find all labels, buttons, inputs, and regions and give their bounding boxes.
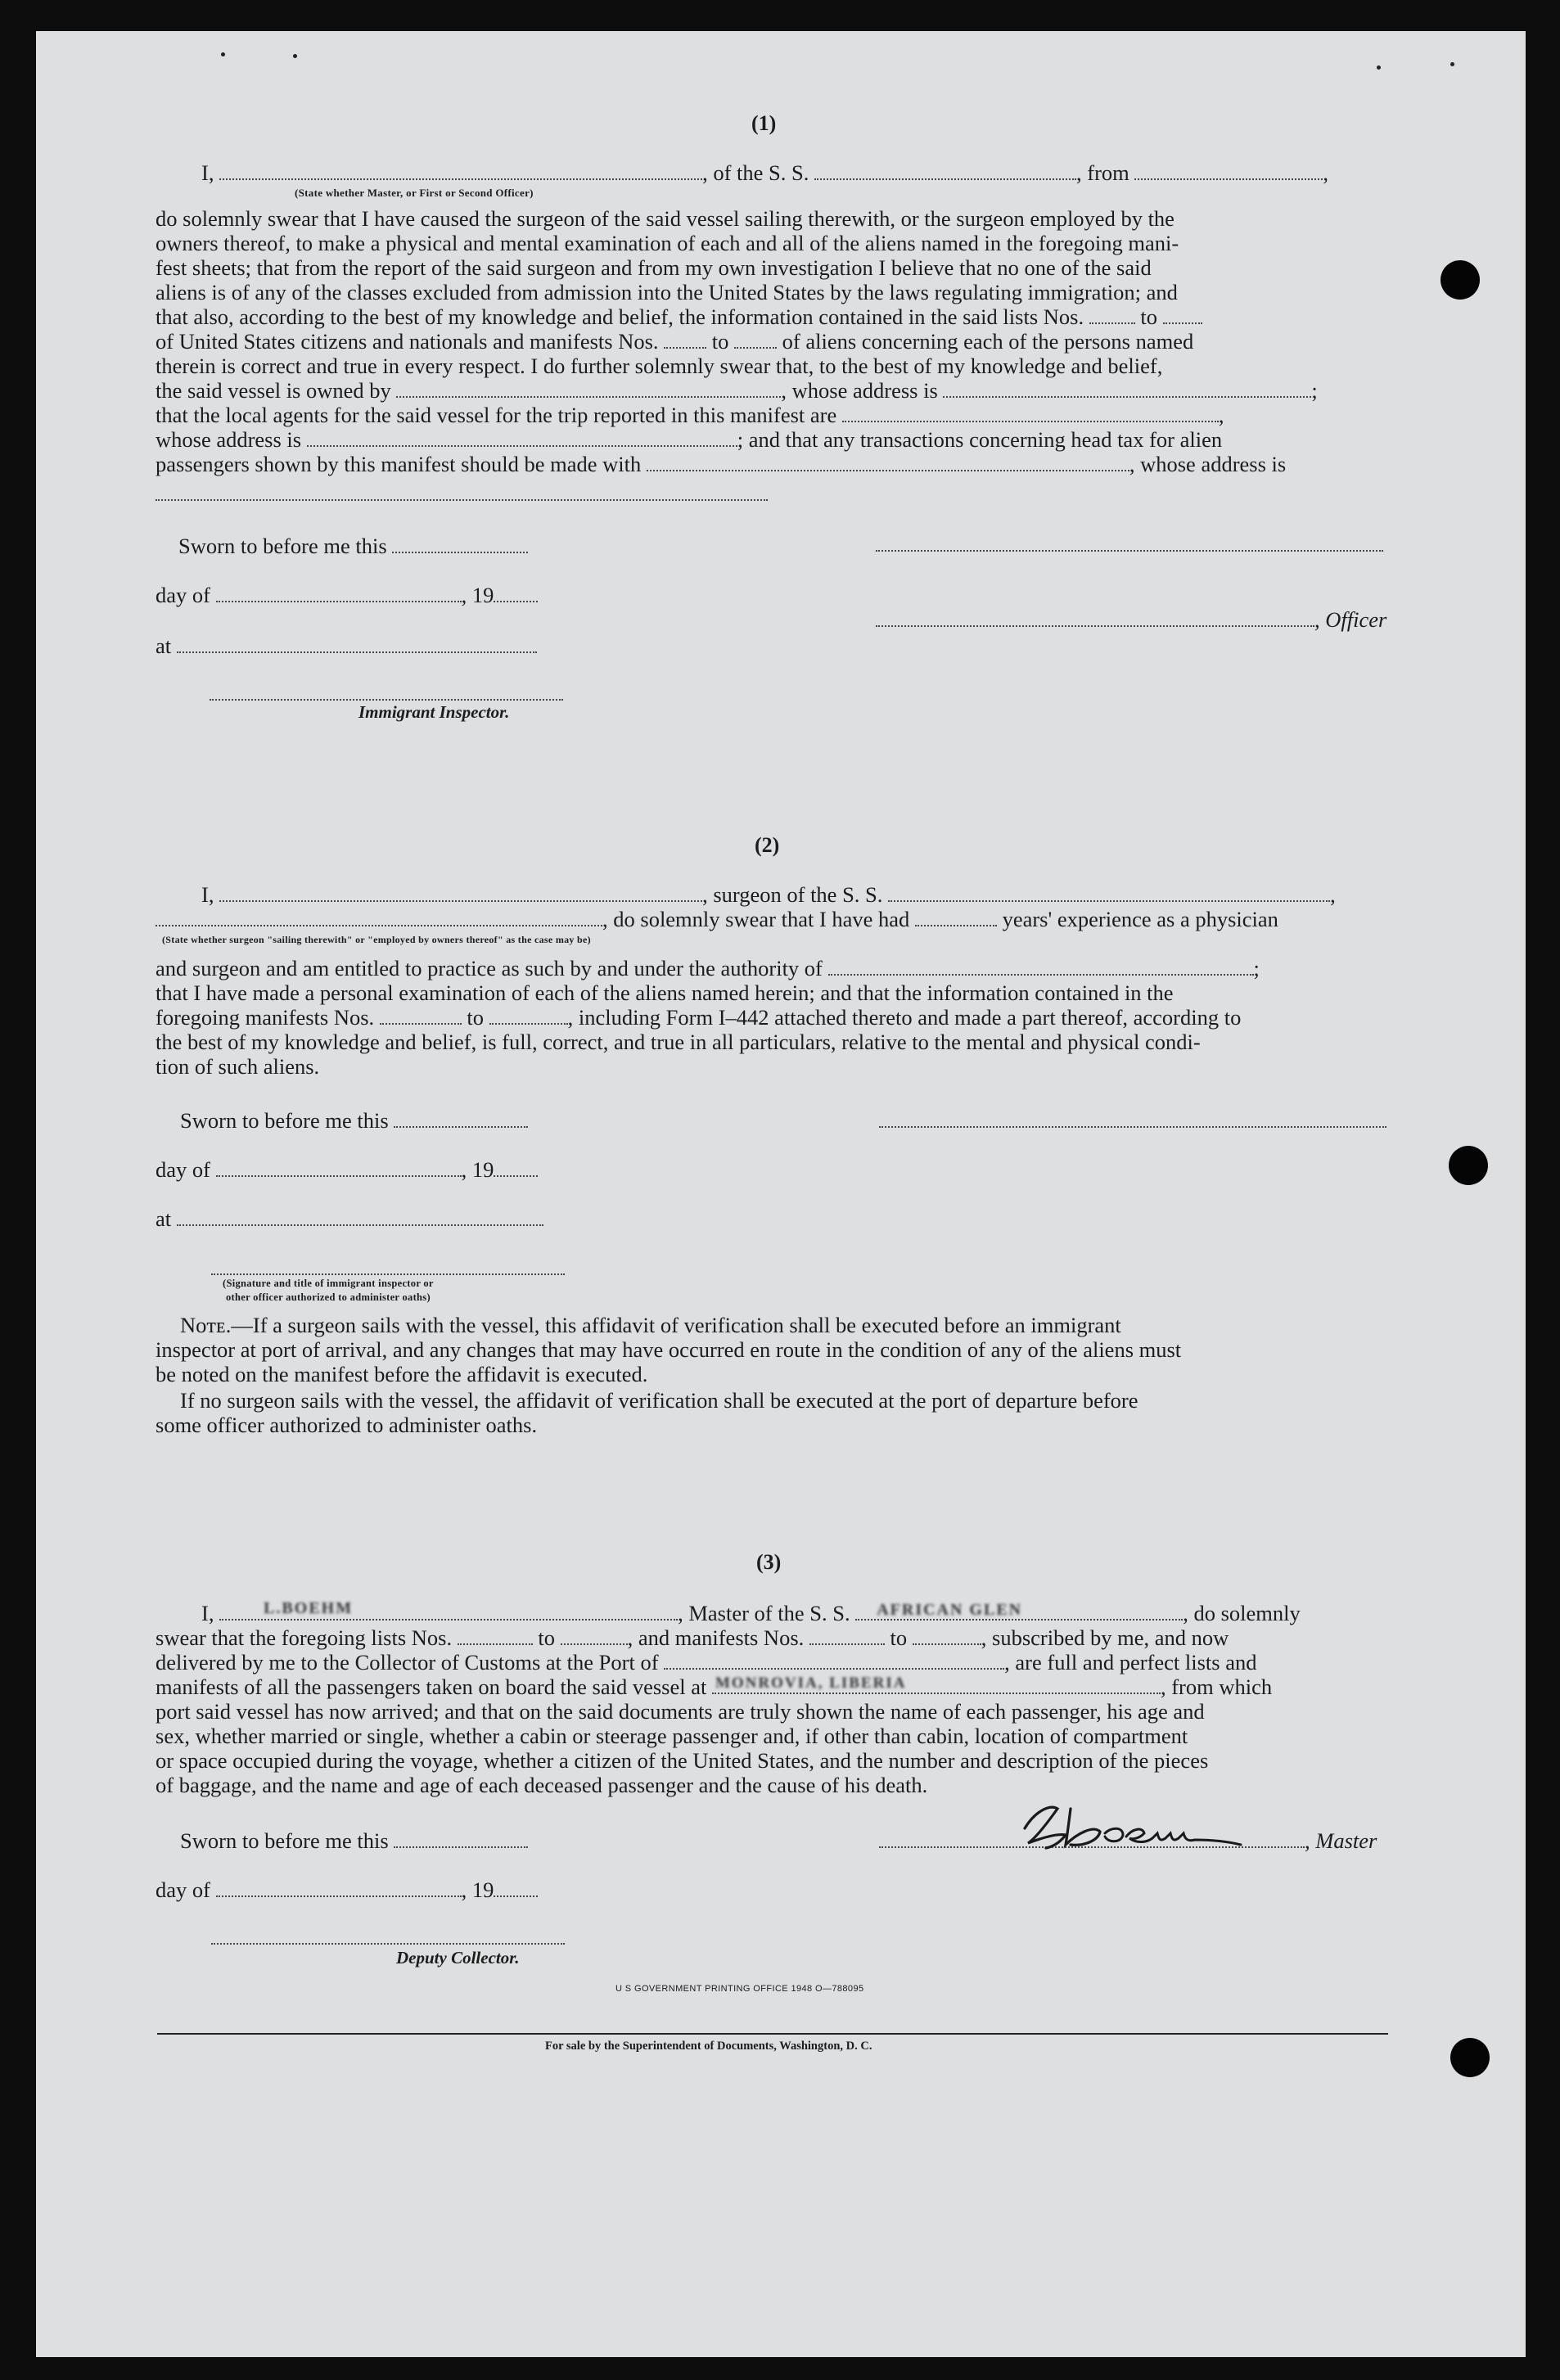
s2-manifest-to-field[interactable] [489,1005,568,1025]
sale-notice: For sale by the Superintendent of Documents, Washington, D. C. [545,2040,872,2053]
s1-day-of: day of , 19 [156,583,538,607]
s3-departure-port-field[interactable] [712,1675,1161,1694]
s1-signature-line[interactable] [876,550,1383,552]
s2-state-note: (State whether surgeon "sailing therewith" or "employed by owners thereof" as the case may be) [162,934,591,945]
s1-at: at [156,633,537,658]
s2-vessel-field[interactable] [888,882,1330,902]
speck [221,52,225,56]
s2-day-month-field[interactable] [216,1157,462,1177]
s3-year-field[interactable] [494,1877,538,1897]
punch-hole-bottom [1450,2038,1490,2077]
s2-note-1: Nᴏᴛᴇ.—If a surgeon sails with the vessel, this affidavit of verification shall be executed before an immigrant [180,1313,1121,1337]
footer-rule [157,2033,1388,2035]
punch-hole-top [1441,260,1480,300]
s1-head-tax-field[interactable] [647,452,1129,471]
s1-inspector-line[interactable] [210,699,563,701]
s2-authority-field[interactable] [828,956,1254,976]
gpo-imprint: U S GOVERNMENT PRINTING OFFICE 1948 O—788095 [615,1984,864,1994]
s2-surgeon-name-field[interactable] [219,882,702,902]
s2-inspector-line[interactable] [211,1273,565,1275]
s3-line-4: manifests of all the passengers taken on board the said vessel at MONROVIA, LIBERIA , from which [156,1675,1272,1699]
s3-port-field[interactable] [664,1650,1004,1670]
s1-body-6: of United States citizens and nationals and manifests Nos. to of aliens concerning each of the persons named [156,329,1194,354]
s3-line-5: port said vessel has now arrived; and that on the said documents are truly shown the name of each passenger, his age and [156,1699,1205,1724]
s3-vessel-name: AFRICAN GLEN [877,1601,1023,1619]
s1-lists-to-field[interactable] [1163,304,1202,324]
s2-note-3: be noted on the manifest before the affidavit is executed. [156,1362,648,1386]
s1-manifests-from-field[interactable] [664,329,706,349]
s1-owner-address-field[interactable] [943,378,1311,398]
s1-from: , from [1076,160,1129,185]
s2-such: tion of such aliens. [156,1054,320,1079]
s2-sig-note-2: other officer authorized to administer oaths) [226,1291,431,1303]
s1-body-5: that also, according to the best of my knowledge and belief, the information contained in the said lists Nos. to [156,304,1202,329]
s2-manifest-from-field[interactable] [380,1005,462,1025]
s2-note-2: inspector at port of arrival, and any changes that may have occurred en route in the condition of any of the aliens must [156,1337,1182,1362]
s2-at: at [156,1206,543,1231]
s2-line-2: , do solemnly swear that I have had years' experience as a physician [156,907,1278,931]
s1-vessel-field[interactable] [814,160,1076,180]
s2-line-1: I, , surgeon of the S. S. , [201,882,1336,907]
s1-manifests-to-field[interactable] [734,329,777,349]
s1-body-1: do solemnly swear that I have caused the surgeon of the said vessel sailing therewith, or the surgeon employed by the [156,206,1175,231]
s2-note-4: If no surgeon sails with the vessel, the affidavit of verification shall be executed at the port of departure before [180,1388,1138,1413]
s1-at-field[interactable] [177,633,537,653]
s3-master-name: L.BOEHM [264,1599,354,1617]
s3-line-3: delivered by me to the Collector of Customs at the Port of , are full and perfect lists and [156,1650,1257,1675]
s2-signature-line[interactable] [879,1126,1386,1128]
s2-status-field[interactable] [156,907,602,926]
s1-sworn: Sworn to before me this [178,534,528,558]
s1-body-8: the said vessel is owned by , whose address is ; [156,378,1318,403]
s1-agents-address-field[interactable] [307,427,737,447]
s1-of-ss: , of the S. S. [702,160,809,185]
s2-authority: and surgeon and am entitled to practice as such by and under the authority of ; [156,956,1260,980]
s2-year-field[interactable] [494,1157,538,1177]
s3-master-line: , Master [879,1828,1377,1853]
section-3-number: (3) [756,1550,782,1574]
section-1-number: (1) [751,111,777,135]
s3-master-signature [1013,1797,1251,1859]
s1-officer-line: , Officer [876,607,1386,632]
speck [1450,62,1454,66]
s1-i: I, [201,160,214,185]
s1-body-3: fest sheets; that from the report of the said surgeon and from my own investigation I believe that no one of the said [156,255,1152,280]
s1-agents-field[interactable] [842,403,1219,422]
s1-owner-field[interactable] [396,378,781,398]
section-2-number: (2) [755,833,780,857]
s3-line-6: sex, whether married or single, whether a cabin or steerage passenger and, if other than cabin, location of compartment [156,1724,1188,1748]
s2-personal: that I have made a personal examination of each of the aliens named herein; and that the information contained in the [156,980,1174,1005]
s2-sig-note-1: (Signature and title of immigrant inspector or [223,1278,434,1289]
s1-body-11: passengers shown by this manifest should be made with , whose address is [156,452,1287,476]
s2-at-field[interactable] [177,1206,543,1226]
s3-day-of: day of , 19 [156,1877,538,1902]
s3-deputy-label: Deputy Collector. [396,1948,520,1968]
s2-day-of: day of , 19 [156,1157,538,1182]
s2-foregoing: foregoing manifests Nos. to , including Form I–442 attached thereto and made a part thereof, according to [156,1005,1242,1030]
s1-body-4: aliens is of any of the classes excluded from admission into the United States by the laws regulating immigration; and [156,280,1178,304]
s1-day-month-field[interactable] [216,583,462,602]
s2-sworn-day-field[interactable] [394,1108,528,1128]
s1-inspector-label: Immigrant Inspector. [358,702,510,722]
s1-sworn-day-field[interactable] [392,534,528,553]
punch-hole-middle [1449,1146,1488,1185]
s1-line-1: I, , of the S. S. , from , [201,160,1329,185]
s1-from-field[interactable] [1134,160,1323,180]
s1-body-9: that the local agents for the said vessel for the trip reported in this manifest are , [156,403,1224,427]
s1-lists-from-field[interactable] [1089,304,1135,324]
s3-sworn: Sworn to before me this [180,1828,528,1853]
s1-body-10: whose address is ; and that any transactions concerning head tax for alien [156,427,1223,452]
s3-line-8: of baggage, and the name and age of each deceased passenger and the cause of his death. [156,1773,928,1797]
s3-line-2: swear that the foregoing lists Nos. to , and manifests Nos. to , subscribed by me, and now [156,1625,1229,1650]
s1-year-field[interactable] [494,583,538,602]
s3-sworn-day-field[interactable] [394,1828,528,1848]
s3-line-1: I, L.BOEHM , Master of the S. S. AFRICAN GLEN , do solemnly [201,1601,1301,1625]
s1-body-2: owners thereof, to make a physical and mental examination of each and all of the aliens named in the foregoing mani- [156,231,1179,255]
s3-line-7: or space occupied during the voyage, whether a citizen of the United States, and the number and description of the pieces [156,1748,1209,1773]
signature-svg [1013,1797,1251,1855]
s3-deputy-line[interactable] [211,1943,565,1945]
s3-departure-port: MONROVIA, LIBERIA [715,1675,907,1692]
s1-state-note: (State whether Master, or First or Second Officer) [295,187,534,199]
s2-sworn: Sworn to before me this [180,1108,528,1133]
s1-officer-sign-field[interactable] [876,607,1314,627]
s2-years-field[interactable] [915,907,997,926]
s3-lists-to-field[interactable] [561,1625,628,1645]
s3-master-name-field[interactable] [219,1601,678,1620]
s3-day-month-field[interactable] [216,1877,462,1897]
s3-vessel-field[interactable] [855,1601,1183,1620]
s1-address-continuation-field[interactable] [156,499,768,501]
s3-lists-from-field[interactable] [458,1625,533,1645]
s3-manifests-to-field[interactable] [913,1625,981,1645]
s1-body-7: therein is correct and true in every respect. I do further solemnly swear that, to the best of my knowledge and belief, [156,354,1163,378]
s1-officer-field[interactable] [219,160,702,180]
speck [293,54,297,58]
s2-best: the best of my knowledge and belief, is full, correct, and true in all particulars, relative to the mental and physical condi- [156,1030,1201,1054]
s3-manifests-from-field[interactable] [809,1625,885,1645]
s2-note-5: some officer authorized to administer oaths. [156,1413,538,1437]
speck [1377,65,1381,70]
